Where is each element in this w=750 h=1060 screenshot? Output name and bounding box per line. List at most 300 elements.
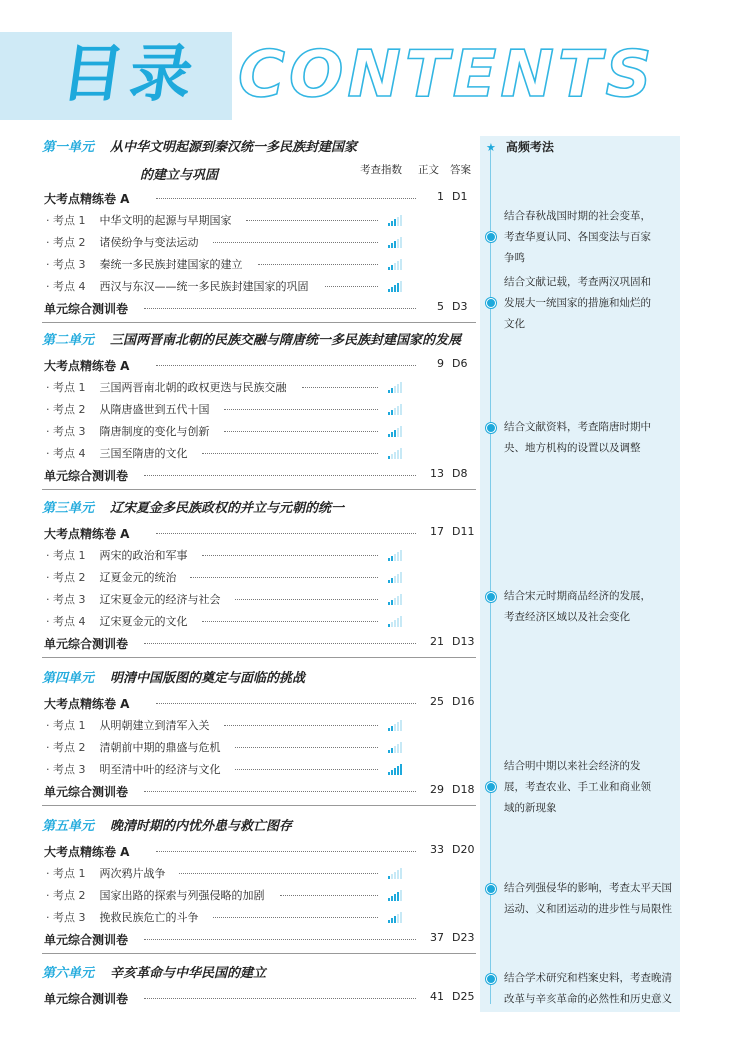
signal-bar	[391, 726, 393, 731]
leader-dots	[224, 409, 378, 410]
toc-row-topic[interactable]	[44, 254, 476, 274]
signal-bar	[394, 219, 396, 226]
topic-title: 两次鸦片战争	[99, 867, 166, 880]
signal-bar	[397, 239, 399, 248]
answer-page: D23	[452, 931, 475, 944]
signal-bar	[391, 265, 393, 270]
note-text	[504, 878, 676, 920]
leader-dots	[144, 791, 416, 792]
signal-bar	[394, 620, 396, 627]
leader-dots	[190, 577, 378, 578]
toc-row-topic[interactable]	[44, 377, 476, 397]
signal-bar	[394, 724, 396, 731]
col-text: 正文	[418, 164, 439, 176]
row-label	[46, 613, 188, 629]
leader-dots	[156, 198, 416, 199]
note-text	[504, 272, 676, 335]
row-label	[46, 761, 221, 777]
answer-page: D18	[452, 783, 475, 796]
row-label	[46, 739, 221, 755]
row-label: 单元综合测训卷	[44, 302, 129, 316]
index-signal-icon	[388, 426, 402, 437]
signal-bar	[388, 434, 390, 437]
index-signal-icon	[388, 281, 402, 292]
topic-number: · 考点 3	[46, 425, 86, 438]
unit-separator	[42, 953, 476, 954]
toc-row-test[interactable]	[44, 781, 476, 801]
toc-row-main[interactable]	[44, 841, 476, 861]
unit-separator	[42, 489, 476, 490]
topic-number: · 考点 4	[46, 615, 86, 628]
signal-bar	[388, 728, 390, 731]
note-text	[504, 586, 676, 628]
toc-row-topic[interactable]	[44, 399, 476, 419]
note-line: 展，考查农业、手工业和商业领	[504, 781, 651, 793]
title-cn: 目录	[56, 37, 204, 110]
unit-title: 晚清时期的内忧外患与救亡图存	[110, 819, 293, 834]
signal-bar	[397, 261, 399, 270]
topic-title: 挽救民族危亡的斗争	[99, 911, 199, 924]
topic-title: 明至清中叶的经济与文化	[99, 763, 221, 776]
signal-bar	[391, 896, 393, 901]
signal-bar	[388, 772, 390, 775]
toc-row-topic[interactable]	[44, 589, 476, 609]
signal-bar	[388, 390, 390, 393]
bullet-icon	[486, 423, 496, 433]
sidebar-note	[486, 968, 676, 1010]
topic-number: · 考点 1	[46, 214, 86, 227]
row-label	[46, 445, 188, 461]
note-text	[504, 206, 676, 269]
signal-bar	[397, 596, 399, 605]
index-signal-icon	[388, 550, 402, 561]
answer-page: D16	[452, 695, 475, 708]
leader-dots	[302, 387, 378, 388]
row-label: 大考点精练卷 A	[44, 845, 130, 859]
sidebar-title: ★ 高频考法	[486, 140, 554, 154]
signal-bar	[388, 223, 390, 226]
note-text	[504, 756, 676, 819]
index-signal-icon	[388, 764, 402, 775]
answer-page: D8	[452, 467, 468, 480]
signal-bar	[388, 245, 390, 248]
row-label: 单元综合测训卷	[44, 637, 129, 651]
row-label	[46, 547, 188, 563]
row-label: 大考点精练卷 A	[44, 527, 130, 541]
leader-dots	[224, 725, 378, 726]
signal-bar	[388, 920, 390, 923]
page-number: 41	[430, 990, 444, 1003]
toc-row-main[interactable]	[44, 523, 476, 543]
unit-title: 辽宋夏金多民族政权的并立与元朝的统一	[110, 501, 345, 516]
signal-bar	[397, 384, 399, 393]
toc-row-topic[interactable]	[44, 210, 476, 230]
signal-bar	[397, 618, 399, 627]
leader-dots	[179, 873, 378, 874]
signal-bar	[391, 388, 393, 393]
page-number: 13	[430, 467, 444, 480]
signal-bar	[400, 237, 402, 248]
topic-number: · 考点 1	[46, 381, 86, 394]
topic-number: · 考点 1	[46, 719, 86, 732]
row-label	[46, 887, 265, 903]
signal-bar	[394, 263, 396, 270]
signal-bar	[394, 894, 396, 901]
leader-dots	[144, 939, 416, 940]
toc-row-topic[interactable]	[44, 907, 476, 927]
row-label	[46, 401, 210, 417]
signal-bar	[391, 918, 393, 923]
signal-bar	[391, 410, 393, 415]
index-signal-icon	[388, 720, 402, 731]
topic-title: 两宋的政治和军事	[99, 549, 188, 562]
sidebar-note	[486, 206, 676, 269]
row-label: 单元综合测训卷	[44, 933, 129, 947]
note-line: 结合春秋战国时期的社会变革，	[504, 210, 651, 222]
signal-bar	[391, 432, 393, 437]
signal-bar	[397, 574, 399, 583]
index-signal-icon	[388, 912, 402, 923]
signal-bar	[391, 556, 393, 561]
topic-title: 诸侯纷争与变法运动	[99, 236, 199, 249]
signal-bar	[391, 874, 393, 879]
signal-bar	[397, 406, 399, 415]
topic-title: 西汉与东汉——统一多民族封建国家的巩固	[99, 280, 309, 293]
signal-bar	[397, 552, 399, 561]
index-signal-icon	[388, 890, 402, 901]
answer-page: D11	[452, 525, 475, 538]
answer-page: D6	[452, 357, 468, 370]
signal-bar	[400, 720, 402, 731]
note-line: 结合文献资料，考查隋唐时期中	[504, 421, 651, 433]
note-line: 发展大一统国家的措施和灿烂的	[504, 297, 651, 309]
topic-title: 辽夏金元的统治	[99, 571, 177, 584]
answer-page: D1	[452, 190, 468, 203]
row-label	[46, 591, 221, 607]
unit-title: 三国两晋南北朝的民族交融与隋唐统一多民族封建国家的发展	[110, 333, 462, 348]
index-signal-icon	[388, 259, 402, 270]
leader-dots	[144, 998, 416, 999]
unit-title: 辛亥革命与中华民国的建立	[110, 966, 267, 981]
signal-bar	[394, 598, 396, 605]
signal-bar	[397, 428, 399, 437]
unit-title: 明清中国版图的奠定与面临的挑战	[110, 671, 306, 686]
signal-bar	[400, 742, 402, 753]
sidebar-note	[486, 756, 676, 819]
leader-dots	[258, 264, 378, 265]
toc-row-main[interactable]	[44, 188, 476, 208]
leader-dots	[156, 533, 416, 534]
index-signal-icon	[388, 404, 402, 415]
title-en: CONTENTS	[238, 38, 656, 112]
page-number: 29	[430, 783, 444, 796]
page-number: 37	[430, 931, 444, 944]
note-line: 考查华夏认同、各国变法与百家	[504, 231, 651, 243]
toc-row-topic[interactable]	[44, 759, 476, 779]
leader-dots	[235, 769, 378, 770]
toc-row-topic[interactable]	[44, 863, 476, 883]
signal-bar	[400, 616, 402, 627]
row-label	[46, 909, 199, 925]
col-index: 考查指数	[360, 164, 402, 176]
topic-number: · 考点 2	[46, 741, 86, 754]
signal-bar	[388, 456, 390, 459]
signal-bar	[388, 602, 390, 605]
unit-number: 第二单元	[42, 333, 95, 348]
topic-title: 三国两晋南北朝的政权更迭与民族交融	[99, 381, 287, 394]
page-number: 1	[437, 190, 444, 203]
row-label	[46, 569, 177, 585]
page-number: 25	[430, 695, 444, 708]
signal-bar	[391, 748, 393, 753]
signal-bar	[397, 766, 399, 775]
leader-dots	[235, 599, 378, 600]
row-label	[46, 379, 287, 395]
signal-bar	[394, 872, 396, 879]
topic-title: 从隋唐盛世到五代十国	[99, 403, 210, 416]
signal-bar	[388, 289, 390, 292]
topic-number: · 考点 3	[46, 258, 86, 271]
unit-number: 第三单元	[42, 501, 95, 516]
topic-number: · 考点 3	[46, 763, 86, 776]
topic-title: 三国至隋唐的文化	[99, 447, 188, 460]
unit-heading	[42, 136, 357, 155]
unit-heading	[42, 497, 344, 516]
answer-page: D20	[452, 843, 475, 856]
signal-bar	[397, 870, 399, 879]
note-line: 运动、义和团运动的进步性与局限性	[504, 903, 672, 915]
signal-bar	[391, 770, 393, 775]
signal-bar	[388, 624, 390, 627]
topic-number: · 考点 1	[46, 549, 86, 562]
leader-dots	[213, 242, 378, 243]
signal-bar	[391, 600, 393, 605]
unit-heading	[42, 667, 305, 686]
index-signal-icon	[388, 215, 402, 226]
signal-bar	[400, 215, 402, 226]
bullet-icon	[486, 782, 496, 792]
signal-bar	[391, 454, 393, 459]
answer-page: D25	[452, 990, 475, 1003]
toc-row-topic[interactable]	[44, 545, 476, 565]
unit-number: 第六单元	[42, 966, 95, 981]
signal-bar	[394, 576, 396, 583]
page-number: 21	[430, 635, 444, 648]
index-signal-icon	[388, 237, 402, 248]
index-signal-icon	[388, 616, 402, 627]
toc-row-test[interactable]	[44, 298, 476, 318]
row-label: 大考点精练卷 A	[44, 359, 130, 373]
topic-number: · 考点 2	[46, 571, 86, 584]
signal-bar	[397, 450, 399, 459]
signal-bar	[397, 722, 399, 731]
topic-number: · 考点 4	[46, 447, 86, 460]
sidebar-note	[486, 586, 676, 628]
signal-bar	[388, 558, 390, 561]
topic-number: · 考点 1	[46, 867, 86, 880]
topic-title: 清朝前中期的鼎盛与危机	[99, 741, 221, 754]
note-line: 争鸣	[504, 252, 525, 264]
bullet-icon	[486, 974, 496, 984]
page-number: 5	[437, 300, 444, 313]
signal-bar	[391, 578, 393, 583]
leader-dots	[213, 917, 378, 918]
signal-bar	[394, 916, 396, 923]
toc-row-test[interactable]	[44, 633, 476, 653]
note-line: 结合文献记载，考查两汉巩固和	[504, 276, 651, 288]
toc-row-topic[interactable]	[44, 715, 476, 735]
leader-dots	[224, 431, 378, 432]
signal-bar	[388, 580, 390, 583]
topic-number: · 考点 2	[46, 236, 86, 249]
row-label: 大考点精练卷 A	[44, 697, 130, 711]
topic-number: · 考点 4	[46, 280, 86, 293]
index-signal-icon	[388, 572, 402, 583]
note-text	[504, 417, 676, 459]
leader-dots	[325, 286, 378, 287]
bullet-icon	[486, 884, 496, 894]
leader-dots	[280, 895, 378, 896]
note-line: 结合学术研究和档案史料，考查晚清	[504, 972, 672, 984]
unit-number: 第四单元	[42, 671, 95, 686]
row-label	[46, 212, 232, 228]
signal-bar	[400, 448, 402, 459]
sidebar-note	[486, 878, 676, 920]
row-label	[46, 256, 243, 272]
star-icon: ★	[486, 141, 496, 154]
row-label	[46, 423, 210, 439]
leader-dots	[144, 643, 416, 644]
index-signal-icon	[388, 868, 402, 879]
topic-title: 秦统一多民族封建国家的建立	[99, 258, 243, 271]
row-label: 单元综合测训卷	[44, 469, 129, 483]
page-number: 17	[430, 525, 444, 538]
signal-bar	[400, 404, 402, 415]
signal-bar	[400, 868, 402, 879]
toc-row-test[interactable]	[44, 929, 476, 949]
index-signal-icon	[388, 594, 402, 605]
signal-bar	[397, 914, 399, 923]
signal-bar	[397, 744, 399, 753]
note-line: 央、地方机构的设置以及调整	[504, 442, 641, 454]
signal-bar	[394, 408, 396, 415]
toc-row-test[interactable]	[44, 465, 476, 485]
leader-dots	[144, 308, 416, 309]
note-line: 文化	[504, 318, 525, 330]
signal-bar	[394, 430, 396, 437]
topic-title: 辽宋夏金元的文化	[99, 615, 188, 628]
unit-separator	[42, 805, 476, 806]
toc-row-topic[interactable]	[44, 276, 476, 296]
topic-number: · 考点 3	[46, 911, 86, 924]
topic-title: 辽宋夏金元的经济与社会	[99, 593, 221, 606]
signal-bar	[394, 746, 396, 753]
note-line: 考查经济区域以及社会变化	[504, 611, 630, 623]
signal-bar	[397, 892, 399, 901]
signal-bar	[400, 550, 402, 561]
row-label	[46, 865, 166, 881]
answer-page: D13	[452, 635, 475, 648]
toc-row-test[interactable]	[44, 988, 476, 1008]
signal-bar	[394, 285, 396, 292]
bullet-icon	[486, 298, 496, 308]
bullet-icon	[486, 232, 496, 242]
toc-row-topic[interactable]	[44, 567, 476, 587]
signal-bar	[388, 876, 390, 879]
toc-row-main[interactable]	[44, 693, 476, 713]
signal-bar	[400, 382, 402, 393]
unit-title-line2: 的建立与巩固	[140, 168, 219, 183]
signal-bar	[400, 281, 402, 292]
page-number: 9	[437, 357, 444, 370]
leader-dots	[156, 365, 416, 366]
signal-bar	[391, 221, 393, 226]
unit-separator	[42, 657, 476, 658]
signal-bar	[388, 412, 390, 415]
leader-dots	[202, 453, 378, 454]
signal-bar	[391, 243, 393, 248]
leader-dots	[235, 747, 378, 748]
index-signal-icon	[388, 742, 402, 753]
leader-dots	[246, 220, 378, 221]
signal-bar	[394, 386, 396, 393]
toc-row-topic[interactable]	[44, 737, 476, 757]
toc-row-topic[interactable]	[44, 232, 476, 252]
topic-number: · 考点 3	[46, 593, 86, 606]
sidebar-note	[486, 272, 676, 335]
note-line: 域的新现象	[504, 802, 557, 814]
toc-row-topic[interactable]	[44, 885, 476, 905]
unit-heading	[42, 329, 461, 348]
signal-bar	[394, 241, 396, 248]
toc-row-topic[interactable]	[44, 443, 476, 463]
row-label: 单元综合测训卷	[44, 992, 129, 1006]
topic-title: 国家出路的探索与列强侵略的加剧	[99, 889, 265, 902]
toc-row-topic[interactable]	[44, 421, 476, 441]
note-line: 结合列强侵华的影响，考查太平天国	[504, 882, 672, 894]
toc-row-topic[interactable]	[44, 611, 476, 631]
note-line: 结合宋元时期商品经济的发展，	[504, 590, 651, 602]
signal-bar	[397, 217, 399, 226]
signal-bar	[391, 622, 393, 627]
signal-bar	[394, 554, 396, 561]
unit-heading	[42, 962, 266, 981]
row-label: 大考点精练卷 A	[44, 192, 130, 206]
row-label	[46, 717, 210, 733]
answer-page: D3	[452, 300, 468, 313]
topic-title: 隋唐制度的变化与创新	[99, 425, 210, 438]
unit-number: 第五单元	[42, 819, 95, 834]
sidebar-note	[486, 417, 676, 459]
leader-dots	[156, 851, 416, 852]
signal-bar	[400, 426, 402, 437]
leader-dots	[144, 475, 416, 476]
signal-bar	[400, 594, 402, 605]
topic-number: · 考点 2	[46, 403, 86, 416]
signal-bar	[388, 750, 390, 753]
topic-title: 从明朝建立到清军入关	[99, 719, 210, 732]
unit-heading	[42, 815, 292, 834]
signal-bar	[394, 452, 396, 459]
toc-row-main[interactable]	[44, 355, 476, 375]
signal-bar	[388, 267, 390, 270]
signal-bar	[400, 890, 402, 901]
unit-number: 第一单元	[42, 140, 95, 155]
page-number: 33	[430, 843, 444, 856]
signal-bar	[391, 287, 393, 292]
signal-bar	[397, 283, 399, 292]
leader-dots	[202, 621, 378, 622]
